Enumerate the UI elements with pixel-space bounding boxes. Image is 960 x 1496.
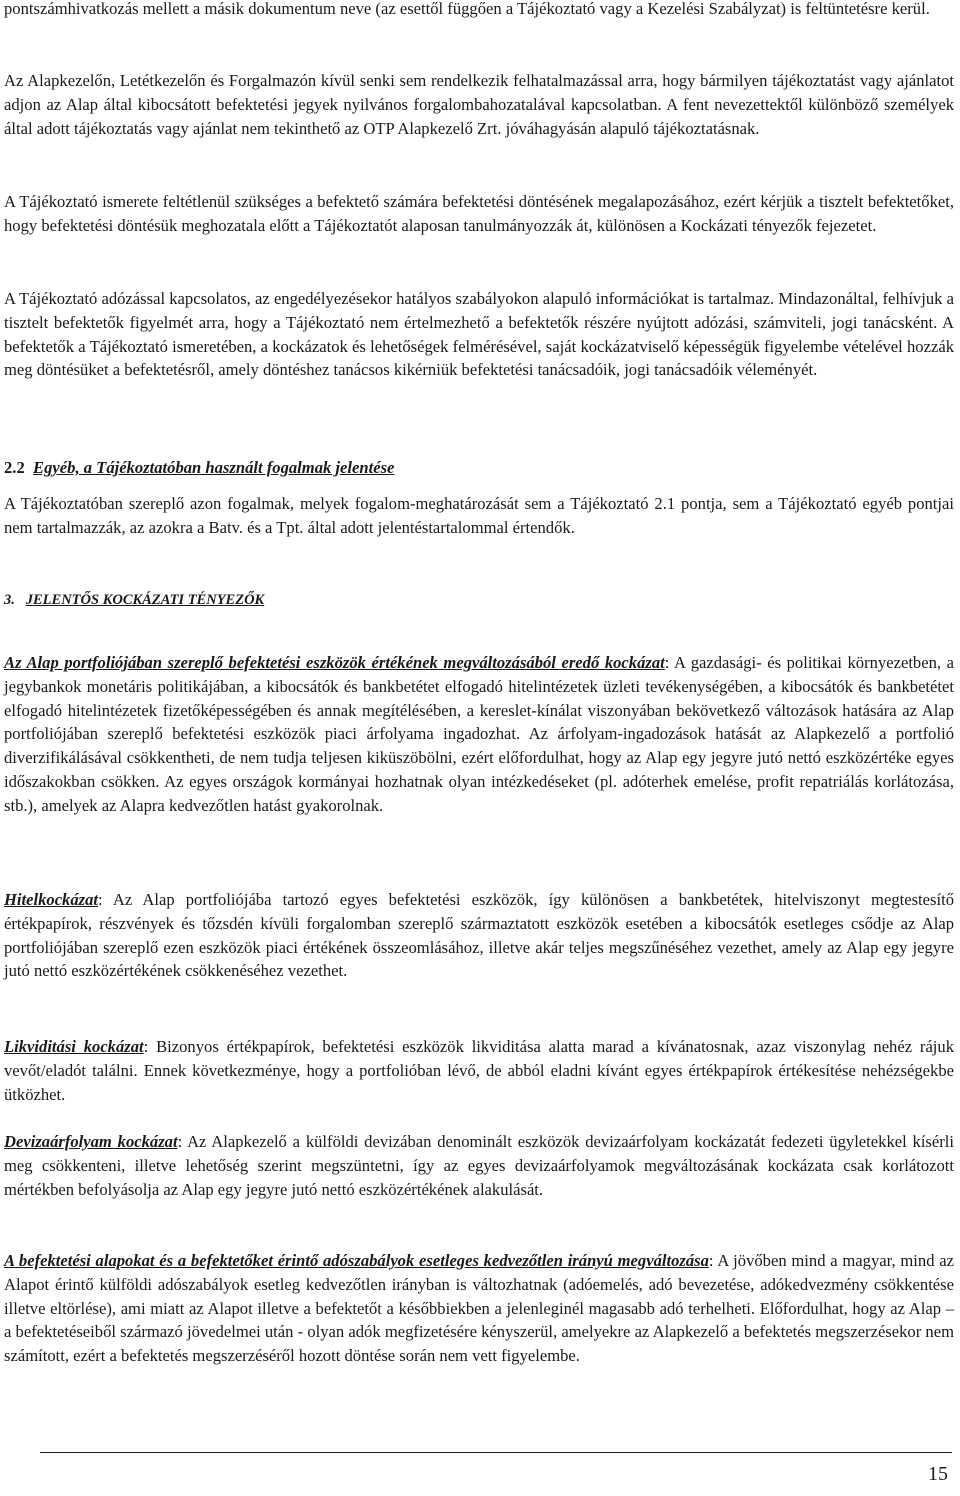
risk-description: : A jövőben mind a magyar, mind az Alapot érintő külföldi adószabályok esetleg kedvezőtlen irányban is változhatnak (adóemelés, adó bevezetése, adókedvezmény csökkentése illetve eltörlése), ami miatt az Alapot illetve a befektetőt a későbbiekben a jelenleginél magasabb adó terhelheti. Előfordulhat, hogy az Alap – a befektetéseiből származó jövedelmei után - olyan adók megfizetésére kényszerül, amelyekre az Alapkezelő a befektetés megszerzésekor nem számított, ezért a befektetés megszerzéséről hozott döntése során nem vett figyelembe. <box>4 1251 954 1366</box>
paragraph-prospectus-knowledge: A Tájékoztató ismerete feltétlenül szükséges a befektető számára befektetési döntésének megalapozásához, ezért kérjük a tisztelt befektetőket, hogy befektetési döntésük meghozatala előtt a Tájékoztatót alaposan tanulmányozzák át, különösen a Kockázati tényezők fejezetet. <box>4 192 954 235</box>
paragraph-tax-rule-risk <box>4 1249 954 1368</box>
section-heading-3 <box>4 589 954 613</box>
paragraph-tax-info: A Tájékoztató adózással kapcsolatos, az engedélyezésekor hatályos szabályokon alapuló információkat is tartalmaz. Mindazonáltal, felhívjuk a tisztelt befektetők figyelmét arra, hogy a Tájékoztató nem értelmezhető a befektetők részére nyújtott adózási, számviteli, jogi tanácsként. A befektetők a Tájékoztató ismeretében, a kockázatok és lehetőségek felmérésével, saját kockázatviselő képességük figyelembe vételével hozzák meg döntésüket a befektetésről, amely döntéshez tanácsos kikérniük befektetési tanácsadóik, jogi tanácsadóik véleményét. <box>4 289 954 380</box>
risk-term: Devizaárfolyam kockázat <box>4 1132 178 1151</box>
risk-term: Hitelkockázat <box>4 890 99 909</box>
section-heading-2-2 <box>4 456 954 480</box>
risk-description: : Bizonyos értékpapírok, befektetési eszközök likviditása alatta marad a kívánatosnak, azaz viszonylag nehéz rájuk vevőt/eladót találni. Ennek következménye, hogy a portfolióban lévő, de abból eladni kívánt egyes értékpapírok értékesítése nehézségekbe ütközhet. <box>4 1037 955 1104</box>
authorization-text-b: A fent nevezettektől különböző személyek által adott tájékoztatás vagy ajánlat nem tekinthető az OTP Alapkezelő Zrt. jóváhagyásán alapuló tájékoztatásnak. <box>4 94 954 138</box>
risk-term: A befektetési alapokat és a befektetőket érintő adószabályok esetleges kedvezőtlen irányú megváltozása <box>4 1251 709 1270</box>
risk-term: Az Alap portfoliójában szereplő befektetési eszközök értékének megváltozásából eredő kockázat <box>4 653 665 672</box>
paragraph-authorization <box>4 69 954 140</box>
risk-description: : A gazdasági- és politikai környezetben, a jegybankok monetáris politikájában, a kibocsátók és bankbetétet elfogadó hitelintézetek üzleti tevékenységében, a kibocsátók és bankbetétet elfogadó hitelintézetek fizetőképességében és annak megítélésében, a kereslet-kínálat viszonyában bekövetkező változások hatására az Alap portfoliójában szereplő befektetési eszközök piaci árfolyama ingadozhat. Az árfolyam-ingadozások hatását az Alapkezelő a portfolió diverzifikálásával csökkentheti, de nem tudja teljesen kiküszöbölni, ezért előfordulhat, hogy az Alap egy jegyre jutó nettó eszközértéke egyes időszakokban csökken. Az egyes országok kormányai hozhatnak olyan intézkedéseket (pl. adóterhek emelése, profit repatriálás korlátozása, stb.), amelyek az Alapra kedvezőtlen hatást gyakorolnak. <box>4 653 954 815</box>
risk-description: : Az Alapkezelő a külföldi devizában denominált eszközök devizaárfolyam kockázatát fedezeti ügyletekkel kísérli meg csökkenteni, illetve lehetőség szerint megszüntetni, így az egyes devizaárfolyamok megváltozásának kockázata csak korlátozott mértékben befolyásolja az Alap egy jegyre jutó nettó eszközértékének alakulását. <box>4 1132 954 1199</box>
risk-term: Likviditási kockázat <box>4 1037 144 1056</box>
paragraph-portfolio-risk <box>4 651 954 818</box>
chapter-number: 3. <box>4 592 15 608</box>
paragraph-liquidity-risk <box>4 1035 954 1106</box>
paragraph-credit-risk <box>4 888 954 983</box>
paragraph-intro-continuation: pontszámhivatkozás mellett a másik dokumentum neve (az esettől függően a Tájékoztató vagy a Kezelési Szabályzat) is feltüntetésre kerül. <box>4 0 930 18</box>
page-number: 15 <box>928 1463 948 1485</box>
risk-description: : Az Alap portfoliójába tartozó egyes befektetési eszközök, így különösen a bankbetétek, hitelviszonyt megtestesítő értékpapírok, részvények és tőzsdén kívüli forgalomban szereplő származtatott eszközök esetében a kibocsátók esetleges csődje az Alap portfoliójában szereplő ezen eszközök piaci értékének összeomlásához, illetve akár teljes megszűnéséhez vezethet, amely az Alap egy jegyre jutó nettó eszközértékének csökkenéséhez vezethet. <box>4 890 954 981</box>
chapter-title: JELENTŐS KOCKÁZATI TÉNYEZŐK <box>25 592 265 608</box>
footer-divider <box>40 1452 952 1453</box>
section-number: 2.2 <box>4 458 25 477</box>
section-title: Egyéb, a Tájékoztatóban használt fogalmak jelentése <box>33 458 395 477</box>
authorization-text-a: Az Alapkezelőn, Letétkezelőn és Forgalmazón kívül senki sem rendelkezik felhatalmazással arra, hogy bármilyen tájékoztatást vagy ajánlatot adjon az Alap által kibocsátott befektetési jegyek nyilvános forgalombahozatalával kapcsolatban. <box>4 71 954 114</box>
paragraph-fx-risk <box>4 1130 954 1201</box>
paragraph-definitions: A Tájékoztatóban szereplő azon fogalmak, melyek fogalom-meghatározását sem a Tájékoztató 2.1 pontja, sem a Tájékoztató egyéb pontjai nem tartalmazzák, az azokra a Batv. és a Tpt. által adott jelentéstartalommal értendők. <box>4 494 954 537</box>
